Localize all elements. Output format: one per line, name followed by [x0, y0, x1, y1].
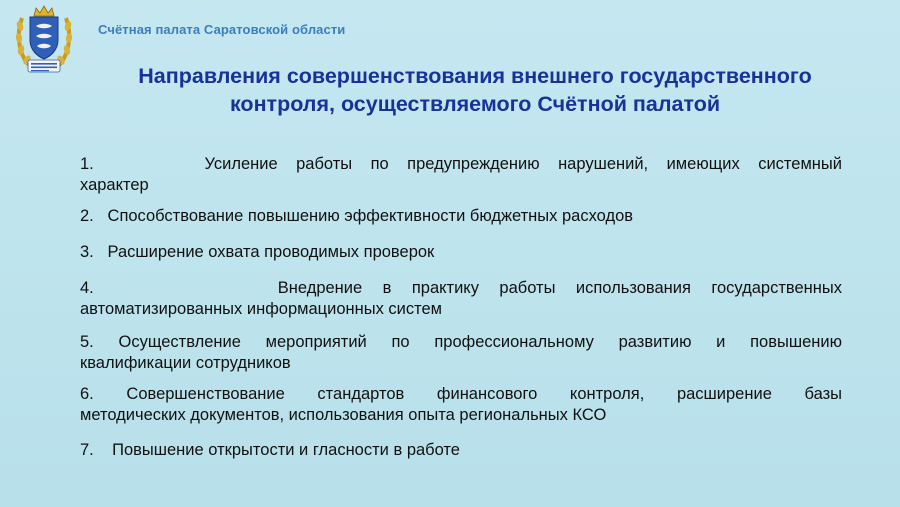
list-item — [80, 154, 842, 196]
list-item-line1 — [80, 278, 842, 299]
list-item — [80, 242, 842, 263]
list-item-text: Расширение охвата проводимых проверок — [107, 243, 435, 261]
list-item-line2: методических документов, использования опыта региональных КСО — [80, 406, 607, 424]
list-item — [80, 332, 842, 374]
list-item-number: 5. — [80, 333, 94, 351]
list-item — [80, 440, 842, 461]
list-item-text: Усиление работы по предупреждению нарушений, имеющих системный — [204, 155, 842, 173]
list-item-line1 — [80, 242, 842, 263]
list-item-number: 6. — [80, 385, 94, 403]
list-item-number: 2. — [80, 207, 94, 225]
list-item-text: Совершенствование стандартов финансового контроля, расширение базы — [126, 385, 842, 403]
list-item — [80, 278, 842, 320]
list-item-text: Повышение открытости и гласности в работе — [112, 441, 460, 459]
page-title-line2: контроля, осуществляемого Счётной палатой — [229, 92, 721, 116]
list-item-number: 1. — [80, 155, 94, 173]
list-item-line2: автоматизированных информационных систем — [80, 300, 443, 318]
list-item-line1 — [80, 206, 842, 227]
list-item-text: Способствование повышению эффективности бюджетных расходов — [107, 207, 634, 225]
list-item-line1 — [80, 384, 842, 405]
list-item-text: Осуществление мероприятий по профессиональному развитию и повышению — [118, 333, 842, 351]
page-title — [60, 62, 890, 118]
list-item-line1 — [80, 440, 842, 461]
list-item-line1 — [80, 332, 842, 353]
list-item — [80, 384, 842, 426]
list-item-line2: квалификации сотрудников — [80, 354, 291, 372]
list-item-line1 — [80, 154, 842, 175]
list-item — [80, 206, 842, 227]
organization-name: Счётная палата Саратовской области — [98, 22, 346, 37]
list-item-number: 3. — [80, 243, 94, 261]
list-item-number: 7. — [80, 441, 94, 459]
list-item-text: Внедрение в практику работы использования государственных — [277, 279, 842, 297]
list-item-line2: характер — [80, 176, 149, 194]
page-title-line1: Направления совершенствования внешнего государственного — [138, 64, 812, 88]
list-item-number: 4. — [80, 279, 94, 297]
